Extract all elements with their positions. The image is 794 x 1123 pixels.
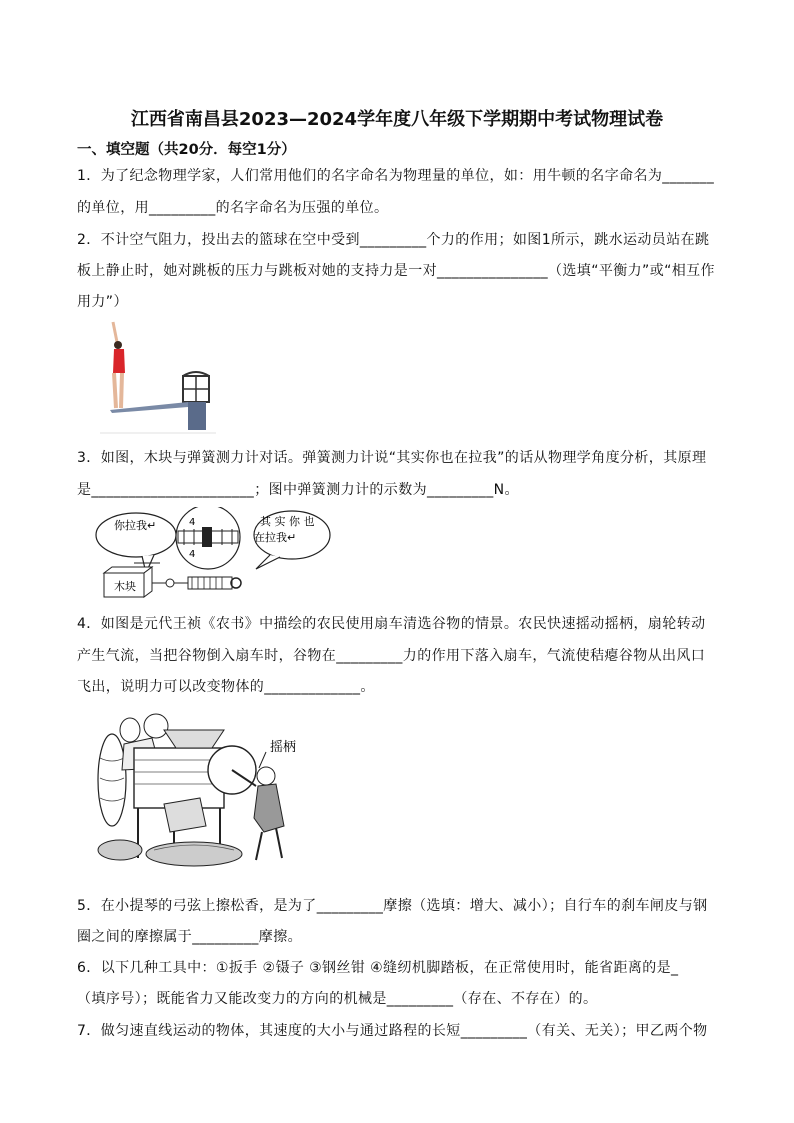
question-7-line-1: 7．做匀速直线运动的物体，其速度的大小与通过路程的长短_________（有关、无关）；甲乙两个物 [77, 1023, 708, 1039]
page-title: 江西省南昌县2023—2024学年度八年级下学期期中考试物理试卷 [130, 109, 664, 130]
question-1-line-1: 1．为了纪念物理学家，人们常用他们的名字命名为物理量的单位，如：用牛顿的名字命名为_______ [77, 168, 715, 184]
question-5-line-1: 5．在小提琴的弓弦上擦松香，是为了_________摩擦（选填：增大、减小）；自行车的刹车闸皮与钢 [77, 898, 708, 914]
bubble-right-text-2: 在拉我↵ [254, 531, 297, 544]
question-6-line-1: 6．以下几种工具中：①扳手 ②镊子 ③钢丝钳 ④缝纫机脚踏板，在正常使用时，能省距离的是_ [77, 960, 679, 976]
question-5-line-2: 圈之间的摩擦属于_________摩擦。 [77, 929, 302, 945]
dial-bottom-number: 4 [189, 549, 196, 560]
question-3-line-1: 3．如图，木块与弹簧测力计对话。弹簧测力计说“其实你也在拉我”的话从物理学角度分析，其原理 [77, 450, 707, 466]
question-2-line-3: 用力”） [77, 294, 128, 310]
handle-label: 摇柄 [270, 740, 297, 755]
question-4-line-1: 4．如图是元代王祯《农书》中描绘的农民使用扇车清选谷物的情景。农民快速摇动摇柄，扇轮转动 [77, 616, 706, 632]
question-2-line-2: 板上静止时，她对跳板的压力与跳板对她的支持力是一对_______________（选填“平衡力”或“相互作 [77, 263, 715, 279]
block-label: 木块 [114, 580, 136, 593]
spring-scale-figure [94, 507, 334, 602]
question-2-line-1: 2．不计空气阻力，投出去的篮球在空中受到_________个力的作用；如图1所示，跳水运动员站在跳 [77, 232, 710, 248]
winnowing-machine-figure [94, 708, 304, 868]
diver-figure [100, 318, 216, 436]
dial-top-number: 4 [189, 517, 196, 528]
bubble-left-text: 你拉我↵ [114, 519, 157, 532]
question-4-line-3: 飞出，说明力可以改变物体的_____________。 [77, 679, 375, 695]
question-1-line-2: 的单位，用_________的名字命名为压强的单位。 [77, 200, 389, 216]
question-3-line-2: 是______________________；图中弹簧测力计的示数为_________N。 [77, 482, 519, 498]
section-heading: 一、填空题（共20分．每空1分） [77, 142, 296, 158]
bubble-right-text-1: 其 实 你 也 [260, 515, 315, 528]
question-4-line-2: 产生气流，当把谷物倒入扇车时，谷物在_________力的作用下落入扇车，气流使秸瘪谷物从出风口 [77, 648, 706, 664]
question-6-line-2: （填序号）；既能省力又能改变力的方向的机械是_________（存在、不存在）的。 [77, 991, 598, 1007]
